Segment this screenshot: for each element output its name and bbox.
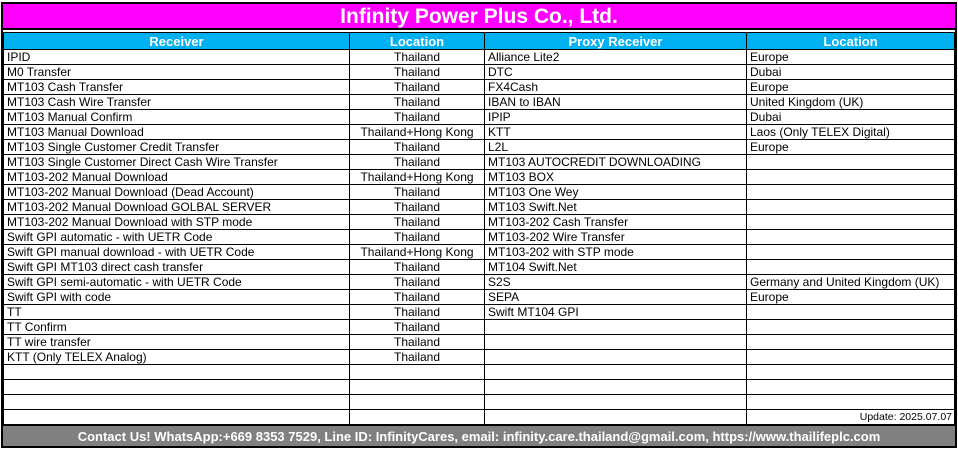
receiver-location-cell: Thailand — [350, 155, 485, 170]
proxy-location-cell: Germany and United Kingdom (UK) — [747, 275, 955, 290]
receiver-cell: TT — [4, 305, 350, 320]
proxy-receiver-cell: Swift MT104 GPI — [485, 305, 747, 320]
empty-cell — [485, 410, 747, 425]
receiver-location-cell: Thailand — [350, 275, 485, 290]
receiver-cell: Swift GPI automatic - with UETR Code — [4, 230, 350, 245]
proxy-location-cell — [747, 365, 955, 380]
receiver-location-cell: Thailand — [350, 110, 485, 125]
proxy-receiver-cell: S2S — [485, 275, 747, 290]
receiver-cell: IPID — [4, 50, 350, 65]
receiver-cell: MT103 Manual Download — [4, 125, 350, 140]
proxy-receiver-cell: MT104 Swift.Net — [485, 260, 747, 275]
proxy-location-cell: Laos (Only TELEX Digital) — [747, 125, 955, 140]
proxy-receiver-cell — [485, 350, 747, 365]
receiver-location-cell: Thailand — [350, 95, 485, 110]
proxy-location-cell: Dubai — [747, 110, 955, 125]
contact-info: Contact Us! WhatsApp:+669 8353 7529, Line ID: InfinityCares, email: infinity.care.thailand@gmail.com, https://www.thailifeplc.com — [77, 428, 881, 444]
proxy-location-cell — [747, 395, 955, 410]
table-row — [4, 185, 955, 200]
table-row — [4, 335, 955, 350]
receiver-cell: MT103-202 Manual Download GOLBAL SERVER — [4, 200, 350, 215]
proxy-receiver-cell: MT103-202 Cash Transfer — [485, 215, 747, 230]
proxy-receiver-cell: SEPA — [485, 290, 747, 305]
proxy-receiver-cell — [485, 335, 747, 350]
proxy-location-cell: Europe — [747, 140, 955, 155]
receiver-location-cell — [350, 395, 485, 410]
proxy-receiver-cell: Alliance Lite2 — [485, 50, 747, 65]
proxy-location-cell — [747, 170, 955, 185]
receiver-cell: KTT (Only TELEX Analog) — [4, 350, 350, 365]
receiver-cell — [4, 380, 350, 395]
receiver-location-cell: Thailand — [350, 80, 485, 95]
receiver-location-cell: Thailand — [350, 215, 485, 230]
table-row — [4, 275, 955, 290]
receiver-cell: TT wire transfer — [4, 335, 350, 350]
empty-cell — [4, 410, 350, 425]
proxy-location-cell — [747, 320, 955, 335]
update-row — [4, 410, 955, 425]
proxy-receiver-cell: MT103 AUTOCREDIT DOWNLOADING — [485, 155, 747, 170]
receiver-location-cell: Thailand — [350, 305, 485, 320]
receiver-location-cell: Thailand — [350, 260, 485, 275]
table-row — [4, 380, 955, 395]
receiver-location-cell: Thailand+Hong Kong — [350, 125, 485, 140]
proxy-receiver-cell: MT103 One Wey — [485, 185, 747, 200]
proxy-location-cell — [747, 245, 955, 260]
table-row — [4, 260, 955, 275]
receiver-cell: MT103 Single Customer Credit Transfer — [4, 140, 350, 155]
table-row — [4, 395, 955, 410]
table-row — [4, 365, 955, 380]
receiver-location-cell: Thailand — [350, 50, 485, 65]
title-bar — [3, 4, 955, 30]
table-row — [4, 140, 955, 155]
table-row — [4, 215, 955, 230]
company-title: Infinity Power Plus Co., Ltd. — [340, 4, 618, 28]
receiver-location-cell: Thailand — [350, 290, 485, 305]
proxy-receiver-cell — [485, 320, 747, 335]
receiver-cell: Swift GPI semi-automatic - with UETR Code — [4, 275, 350, 290]
column-header-location: Location — [350, 33, 485, 50]
table-row — [4, 320, 955, 335]
receiver-cell: TT Confirm — [4, 320, 350, 335]
receiver-location-cell: Thailand — [350, 140, 485, 155]
proxy-location-cell — [747, 230, 955, 245]
receiver-cell — [4, 365, 350, 380]
contact-footer-bar — [3, 425, 955, 446]
receiver-cell: M0 Transfer — [4, 65, 350, 80]
proxy-location-cell: United Kingdom (UK) — [747, 95, 955, 110]
proxy-receiver-cell — [485, 395, 747, 410]
receiver-proxy-table — [3, 32, 955, 425]
proxy-receiver-cell: MT103-202 with STP mode — [485, 245, 747, 260]
receiver-cell: MT103-202 Manual Download — [4, 170, 350, 185]
table-row — [4, 170, 955, 185]
proxy-receiver-cell: MT103 Swift.Net — [485, 200, 747, 215]
receiver-cell: MT103 Single Customer Direct Cash Wire Transfer — [4, 155, 350, 170]
proxy-receiver-cell — [485, 365, 747, 380]
proxy-location-cell — [747, 215, 955, 230]
receiver-cell: MT103 Cash Wire Transfer — [4, 95, 350, 110]
table-row — [4, 95, 955, 110]
receiver-cell: Swift GPI with code — [4, 290, 350, 305]
table-row — [4, 290, 955, 305]
update-date: Update: 2025.07.07 — [747, 410, 955, 425]
receiver-location-cell: Thailand — [350, 230, 485, 245]
table-row — [4, 50, 955, 65]
table-row — [4, 155, 955, 170]
table-row — [4, 230, 955, 245]
proxy-receiver-cell: FX4Cash — [485, 80, 747, 95]
column-header-receiver: Receiver — [4, 33, 350, 50]
receiver-cell: MT103 Manual Confirm — [4, 110, 350, 125]
proxy-location-cell: Europe — [747, 80, 955, 95]
receiver-cell: MT103 Cash Transfer — [4, 80, 350, 95]
receiver-location-cell: Thailand+Hong Kong — [350, 170, 485, 185]
proxy-location-cell: Europe — [747, 290, 955, 305]
table-row — [4, 245, 955, 260]
proxy-location-cell — [747, 335, 955, 350]
proxy-receiver-cell: MT103 BOX — [485, 170, 747, 185]
column-header-proxy-location: Location — [747, 33, 955, 50]
receiver-location-cell: Thailand — [350, 65, 485, 80]
receiver-location-cell — [350, 380, 485, 395]
receiver-location-cell — [350, 365, 485, 380]
column-header-proxy-receiver: Proxy Receiver — [485, 33, 747, 50]
proxy-location-cell — [747, 260, 955, 275]
receiver-cell: MT103-202 Manual Download with STP mode — [4, 215, 350, 230]
table-row — [4, 65, 955, 80]
proxy-receiver-cell: IPIP — [485, 110, 747, 125]
proxy-receiver-cell: MT103-202 Wire Transfer — [485, 230, 747, 245]
receiver-cell: Swift GPI manual download - with UETR Code — [4, 245, 350, 260]
proxy-location-cell — [747, 200, 955, 215]
proxy-location-cell — [747, 350, 955, 365]
proxy-location-cell — [747, 155, 955, 170]
proxy-location-cell — [747, 380, 955, 395]
table-row — [4, 125, 955, 140]
receiver-location-cell: Thailand — [350, 335, 485, 350]
receiver-location-cell: Thailand — [350, 350, 485, 365]
table-row — [4, 350, 955, 365]
table-row — [4, 80, 955, 95]
receiver-location-cell: Thailand+Hong Kong — [350, 245, 485, 260]
table-row — [4, 200, 955, 215]
proxy-receiver-cell: DTC — [485, 65, 747, 80]
receiver-cell: MT103-202 Manual Download (Dead Account) — [4, 185, 350, 200]
proxy-receiver-cell: L2L — [485, 140, 747, 155]
proxy-receiver-cell: IBAN to IBAN — [485, 95, 747, 110]
receiver-cell: Swift GPI MT103 direct cash transfer — [4, 260, 350, 275]
proxy-location-cell: Europe — [747, 50, 955, 65]
proxy-location-cell — [747, 185, 955, 200]
proxy-receiver-cell: KTT — [485, 125, 747, 140]
proxy-location-cell — [747, 305, 955, 320]
table-row — [4, 305, 955, 320]
empty-cell — [350, 410, 485, 425]
receiver-cell — [4, 395, 350, 410]
proxy-location-cell: Dubai — [747, 65, 955, 80]
table-frame — [1, 2, 957, 448]
header-row — [4, 33, 955, 50]
receiver-location-cell: Thailand — [350, 320, 485, 335]
proxy-receiver-cell — [485, 380, 747, 395]
table-row — [4, 110, 955, 125]
receiver-location-cell: Thailand — [350, 200, 485, 215]
receiver-location-cell: Thailand — [350, 185, 485, 200]
